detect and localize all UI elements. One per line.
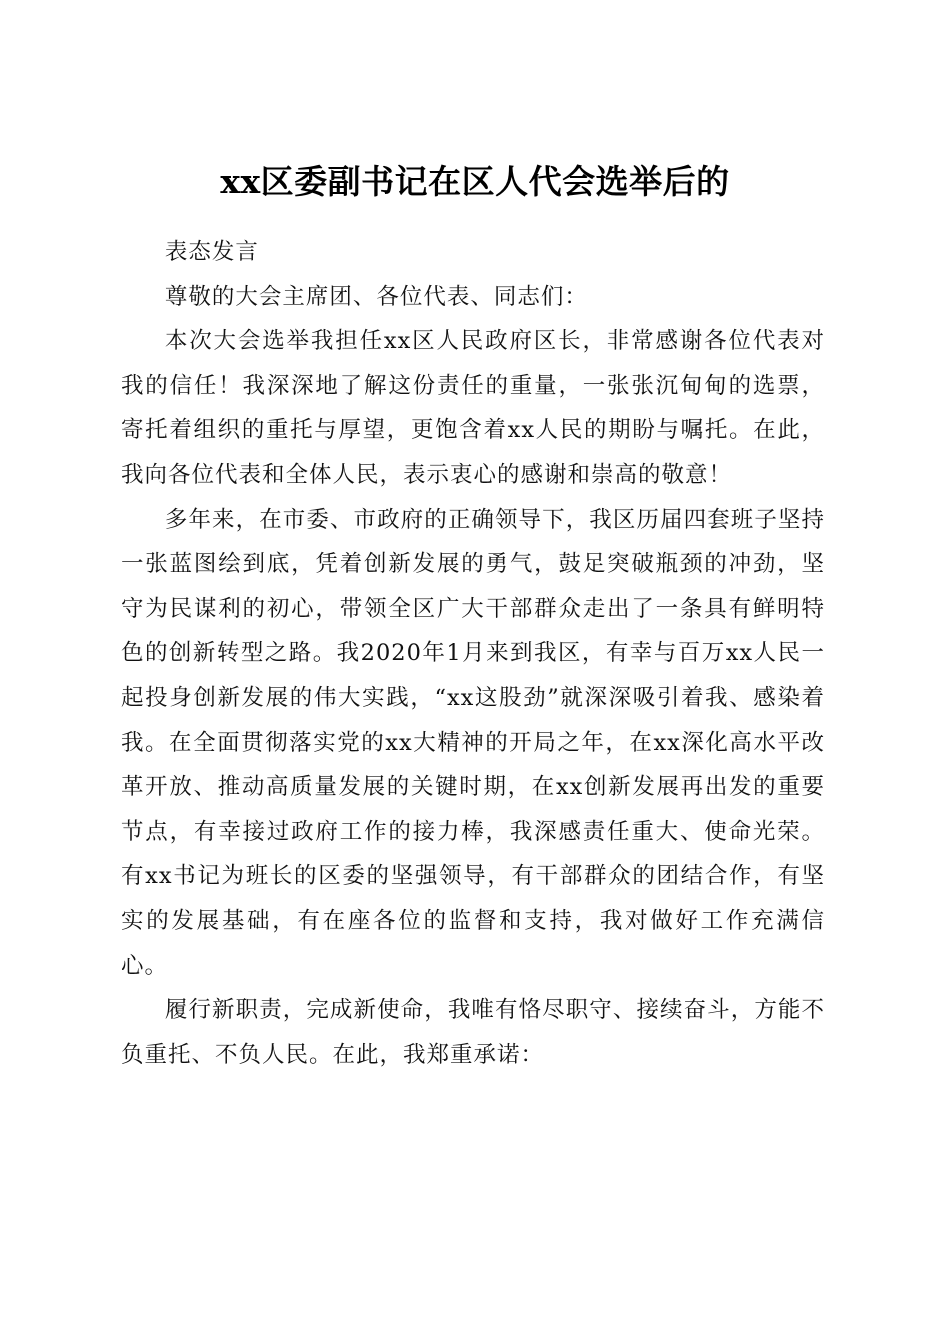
subtitle-paragraph: 表态发言 xyxy=(164,239,259,265)
salutation-paragraph: 尊敬的大会主席团、各位代表、同志们： xyxy=(164,283,588,310)
body-paragraph: 多年来，在市委、市政府的正确领导下，我区历届四套班子坚持一张蓝图绘到底，凭着创新发展的勇气，鼓足突破瓶颈的冲劲，坚守为民谋利的初心，带领全区广大干部群众走出了一条具有鲜明特色的创新转型之路。我2020年1月来到我区，有幸与百万xx人民一起投身创新发展的伟大实践，“xx这股劲”就深深吸引着我、感染着我。在全面贯彻落实党的xx大精神的开局之年，在xx深化高水平改革开放、推动高质量发展的关键时期，在xx创新发展再出发的重要节点，有幸接过政府工作的接力棒，我深感责任重大、使命光荣。有xx书记为班长的区委的坚强领导，有干部群众的团结合作，有坚实的发展基础，有在座各位的监督和支持，我对做好工作充满信心。 xyxy=(121,506,825,979)
body-paragraph: 履行新职责，完成新使命，我唯有恪尽职守、接续奋斗，方能不负重托、不负人民。在此，我郑重承诺： xyxy=(121,997,825,1068)
document-body xyxy=(121,230,825,1077)
body-paragraph: 本次大会选举我担任xx区人民政府区长，非常感谢各位代表对我的信任！我深深地了解这份责任的重量，一张张沉甸甸的选票，寄托着组织的重托与厚望，更饱含着xx人民的期盼与嘱托。在此，我向各位代表和全体人民，表示衷心的感谢和崇高的敬意！ xyxy=(121,328,825,488)
document-title: xx区委副书记在区人代会选举后的 xyxy=(220,162,730,202)
